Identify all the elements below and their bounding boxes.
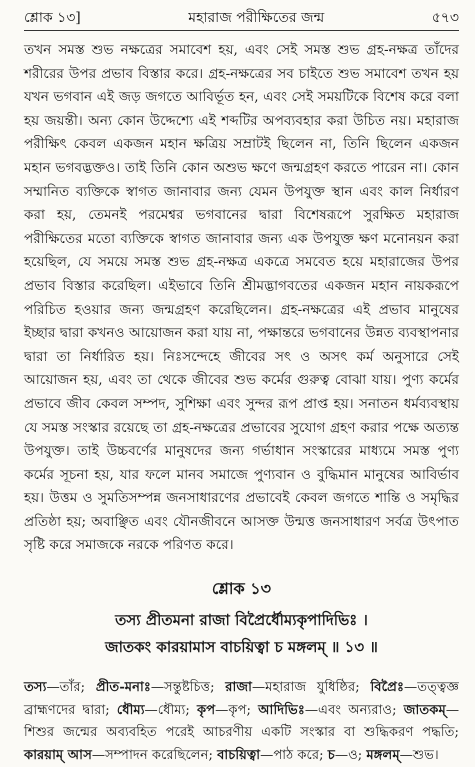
synonym-word: বাচয়িত্বা [217, 747, 261, 763]
synonym-meaning: ধৌম্য [157, 702, 186, 718]
synonym-word: তস্য [24, 680, 47, 696]
verse-heading: শ্লোক ১৩ [211, 579, 272, 599]
synonym-word: বিপ্রৈঃ [370, 680, 404, 696]
purport-line: হয়। সনাতন ধর্মব্যবস্থায় যে সমস্ত সংস্কার রয়েছে তা গ্রহ-নক্ষত্রের প্রভাবের [24, 395, 459, 436]
synonym-word: আদিভিঃ [258, 702, 305, 718]
synonym-meaning: তত্ত্বজ্ঞ ব্রাহ্মণদের দ্বারা [24, 680, 459, 718]
synonym-meaning: তাঁর [59, 680, 81, 696]
synonym-word: মঙ্গলম্ [366, 747, 400, 763]
synonym-word: রাজা [225, 680, 252, 696]
page-number: ৫৭৩ [431, 10, 459, 26]
synonym-meaning: কৃপ [228, 702, 247, 718]
purport-line: উন্মত্ত জনসাধারণ সর্বত্র উৎপাত সৃষ্টি করে সমাজকে নরকে পরিণত করে। [24, 513, 459, 554]
purport-line: সংস্কারের মাধ্যমে সমস্ত পুণ্য কর্মের সূচনা হয়, যার ফলে মানব সমাজে পুণ্যবান [24, 443, 459, 483]
synonym-word: কারয়াম্ আস [24, 747, 92, 763]
purport-line: মহারাজ পরীক্ষিতের মতো ব্যক্তিকে স্বাগত জানাবার জন্য এক উপযুক্ত ক্ষণ [24, 207, 459, 247]
purport-line: প্রভাব মানুষের ইচ্ছার দ্বারা কখনও আয়োজন করা যায় না, পক্ষান্তরে ভগবানের [24, 301, 459, 342]
synonym-meaning: মহারাজ যুধিষ্ঠির [265, 680, 356, 696]
header-verse-ref: শ্লোক ১৩] [24, 10, 81, 26]
chapter-title: মহারাজ পরীক্ষিতের জন্ম [188, 10, 325, 26]
synonyms-paragraph: তস্য—তাঁর; প্রীত-মনাঃ—সন্তুষ্টচিত্ত; রাজা—মহারাজ যুধিষ্ঠির; বিপ্রৈঃ—তত্ত্বজ্ঞ ব্রাহ্মণদের দ্বারা; ধৌম্য—ধৌম্য; কৃপ—কৃপ; আদিভিঃ—এবং অন্যরাও; জাতকম্—শিশুর জন্মের অব্যবহিত পরেই আচরণীয় একটি সংস্কার বা শুদ্ধিকরণ পদ্ধতি; কারয়াম্ আস—সম্পাদন করেছিলেন; বাচয়িত্বা—পাঠ করে; চ—ও; মঙ্গলম্—শুভ। [24, 680, 459, 763]
synonym-meaning: সম্পাদন করেছিলেন [105, 747, 209, 763]
synonym-meaning: এবং অন্যরাও [318, 702, 393, 718]
synonym-meaning: শুভ [412, 747, 435, 763]
synonym-word: কৃপ [196, 702, 216, 718]
purport-line: মনোনয়ন করা হয়েছিল, যে সময়ে সমস্ত শুভ গ্রহ-নক্ষত্র একত্রে সমবেত হয়ে [24, 230, 459, 271]
synonym-meaning: পাঠ করে [273, 747, 320, 763]
purport-line: উন্নত ব্যবস্থাপনার দ্বারা তা নির্ধারিত হয়। নিঃসন্দেহে জীবের সৎ ও অসৎ কর্ম [24, 325, 459, 365]
synonym-word: জাতকম্ [403, 702, 446, 718]
purport-paragraph [24, 39, 459, 558]
verse-line-2: জাতকং কারয়ামাস বাচয়িত্বা চ মঙ্গলম্ ॥ ১৩ ॥ [105, 638, 378, 657]
purport-line: হয় যখন ভগবান এই জড় জগতে আবির্ভূত হন, এবং সেই সময়টিকে বিশেষ [24, 65, 459, 106]
purport-line: তখন সমস্ত শুভ নক্ষত্রের সমাবেশ হয়, এবং সেই সমস্ত শুভ গ্রহ-নক্ষত্র তাঁদের [24, 42, 459, 58]
synonym-word: প্রীত-মনাঃ [95, 680, 151, 696]
purport-line: ছিলেন একজন মহান ভগবদ্ভক্তও। তাই তিনি কোন অশুভ ক্ষণে জন্মগ্রহণ করতে [24, 136, 459, 176]
purport-line: কেবল জগতে শান্তি ও সমৃদ্ধির প্রতিষ্ঠা হয়; অবাঞ্ছিত এবং যৌনজীবনে আসক্ত [24, 490, 459, 530]
purport-line: অনুসারে সেই আয়োজন হয়, এবং তা থেকে জীবের শুভ কর্মের গুরুত্ব বোঝা [24, 348, 460, 389]
synonym-word: ধৌম্য [116, 702, 145, 718]
synonym-word: চ [327, 747, 335, 763]
sanskrit-verse [24, 607, 459, 661]
running-header [24, 6, 459, 28]
purport-line: শরীরের উপর প্রভাব বিস্তার করে। গ্রহ-নক্ষত্রের সব চাইতে শুভ সমাবেশ তখন [24, 65, 439, 82]
purport-line: নয়। মহারাজ পরীক্ষিৎ কেবল একজন মহান ক্ষত্রিয় সম্রাটই ছিলেন না, তিনি [24, 112, 459, 153]
purport-line: মহারাজের উপর প্রভাব বিস্তার করেছিল। এইভাবে তিনি শ্রীমদ্ভাগবতের একজন [24, 254, 459, 294]
purport-line: ও বুদ্ধিমান মানুষের আবির্ভাব হয়। উত্তম ও সুমতিসম্পন্ন জনসাধারণের প্রভাবেই [24, 466, 460, 507]
purport-line: করে বলা হয় জয়ন্তী। অন্য কোন উদ্দেশ্যে এই শব্দটির অপব্যবহার করা উচিত [24, 89, 459, 129]
header-rule [24, 30, 459, 31]
synonym-meaning: ও [348, 747, 358, 763]
synonym-meaning: সন্তুষ্টচিত্ত [164, 680, 211, 696]
purport-line: এবং কাল নির্ধারণ করা হয়, তেমনই পরমেশ্বর ভগবানের দ্বারা বিশেষরূপে সুরক্ষিত [24, 183, 460, 224]
purport-line: পারেন না। কোন সম্মানিত ব্যক্তিকে স্বাগত জানাবার জন্য যেমন উপযুক্ত স্থান [24, 159, 459, 200]
verse-line-1: তস্য প্রীতমনা রাজা বিপ্রৈর্ধৌম্যকৃপাদিভিঃ । [115, 611, 368, 630]
purport-line: যায়। পুণ্য কর্মের প্রভাবে জীব কেবল সম্পদ, সুশিক্ষা এবং সুন্দর রূপ প্রাপ্ত [24, 372, 460, 412]
purport-line: সুযোগ গ্রহণ করার পক্ষে অত্যন্ত উপযুক্ত। তাই উচ্চবর্ণের মানুষদের জন্য গর্ভাধান [24, 419, 459, 460]
purport-line: মহান নায়করূপে পরিচিত হওয়ার জন্য জন্মগ্রহণ করেছিলেন। গ্রহ-নক্ষত্রের এই [24, 277, 459, 318]
synonym-meaning: শিশুর জন্মের অব্যবহিত পরেই আচরণীয় একটি সংস্কার বা শুদ্ধিকরণ পদ্ধতি [24, 725, 455, 741]
